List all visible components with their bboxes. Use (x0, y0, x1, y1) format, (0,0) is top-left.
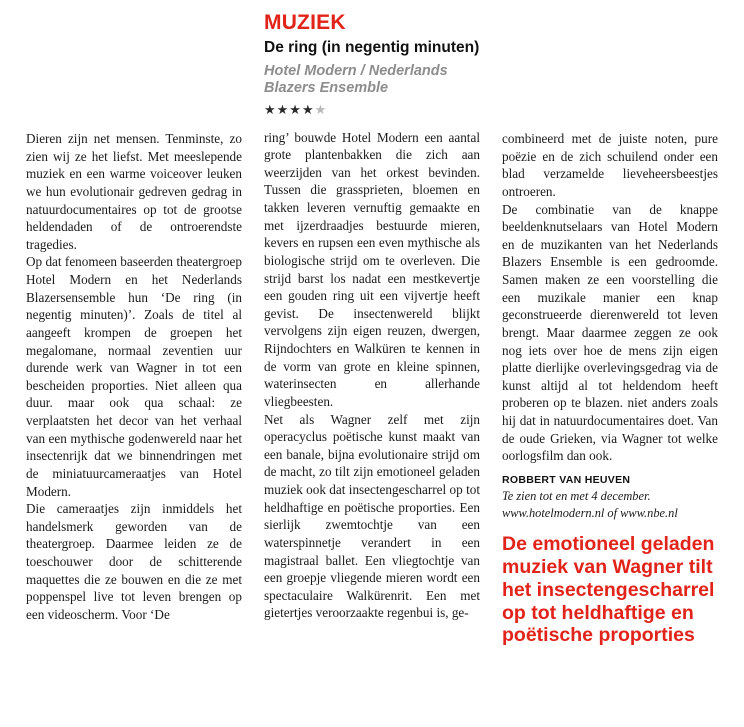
column-right (502, 12, 718, 647)
article-columns (26, 12, 718, 712)
paragraph: De combinatie van de knappe beeldenknutselaars van Hotel Modern en de muzikanten van het Nederlands Blazers Ensemble is een gedroomde. Samen maken ze een voorstelling die een muzikale manier een knap geconstrueerde dierenwereld tot leven brengt. Maar daarmee zeggen ze ook nog iets over hoe de mens zijn eigen platte dierlijke overlevingsgedrag via de kunst altijd al tot heldendom heeft proberen op te blazen. niet anders zoals hij dat in natuurdocumentaires doet. Van de oude Grieken, via Wagner tot welke oorlogsfilm dan ook. (502, 201, 718, 464)
info-line-website: www.hotelmodern.nl of www.nbe.nl (502, 506, 678, 520)
pull-quote: De emotioneel geladen muziek van Wagner tilt het insectengescharrel op tot heldhaftige en poëtische proporties (502, 533, 715, 647)
column-left (26, 12, 242, 624)
column-center (264, 12, 480, 622)
paragraph: ring’ bouwde Hotel Modern een aantal grote plantenbakken die zich aan weerzijden van het orkest bevinden. Tussen die grassprieten, bloemen en takken leveren vernuftig gemaakte en met ijzerdraadjes bestuurde mieren, kevers en rupsen een even mythische als biologische strijd om te overleven. Die strijd barst los nadat een mestkevertje een gouden ring uit een vijvertje heeft gevist. De insectenwereld blijkt vervolgens zijn eigen reuzen, dwergen, Rijndochters en Walküren te kennen in de vorm van grote en kleine spinnen, waterinsecten en allerhande vliegbeesten. (264, 129, 480, 409)
rating-empty: ★ (314, 101, 328, 117)
article-subhead: Hotel Modern / Nederlands Blazers Ensemble (264, 63, 448, 97)
page-title: De ring (in negentig minuten) (264, 39, 480, 56)
paragraph: Die cameraatjes zijn inmiddels het handelsmerk geworden van de theatergroep. Daarmee leiden ze de toeschouwer door de schitterende maquettes die ze bouwen en die ze met poppenspel live tot leven brengen op een videoscherm. Voor ‘De (26, 501, 242, 622)
section-kicker: MUZIEK (264, 11, 346, 34)
paragraph: Op dat fenomeen baseerden theatergroep Hotel Modern en het Nederlands Blazersensemble hun ‘De ring (in negentig minuten)’. Zoals de titel al aangeeft krompen de groepen het megalomane, normaal zeventien uur durende werk van Wagner in tot een bescheiden proporties. Niet alleen qua duur. maar ook qua schaal: ze verplaatsten het decor van het verhaal van een mythische godenwereld naar het insectenrijk dat we binnendringen met de miniatuurcameraatjes van Hotel Modern. (26, 254, 242, 499)
byline: ROBBERT VAN HEUVEN (502, 473, 631, 486)
info-line-dates: Te zien tot en met 4 december. (502, 488, 651, 503)
rating-stars (264, 103, 480, 116)
rating-filled: ★★★★ (264, 101, 315, 117)
paragraph: combineerd met de juiste noten, pure poëzie en de zich schuilend onder een blad verzamelde lieveheersbeestjes ontroeren. (502, 131, 718, 199)
paragraph: Dieren zijn net mensen. Tenminste, zo zien wij ze het liefst. Met meeslepende muziek en een warme voiceover leuken we hun evolutionair gedreven gedrag in natuurdocumentaires op tot de grootse heldendaden of de ontroerendste tragedies. (26, 131, 242, 252)
paragraph: Net als Wagner zelf met zijn operacyclus poëtische kunst maakt van een banale, bijna evolutionaire strijd om de macht, zo tilt zijn emotioneel geladen muziek ook dat insectengescharrel op tot heldhaftige en poëtische proporties. Een sierlijk zwemtochtje van een waterspinnetje verandert in een magistraal ballet. Een vliegtochtje van een groepje vliegende mieren wordt een spectaculaire Walkürenrit. Een met gietertjes veroorzaakte regenbui is, ge- (264, 411, 480, 621)
